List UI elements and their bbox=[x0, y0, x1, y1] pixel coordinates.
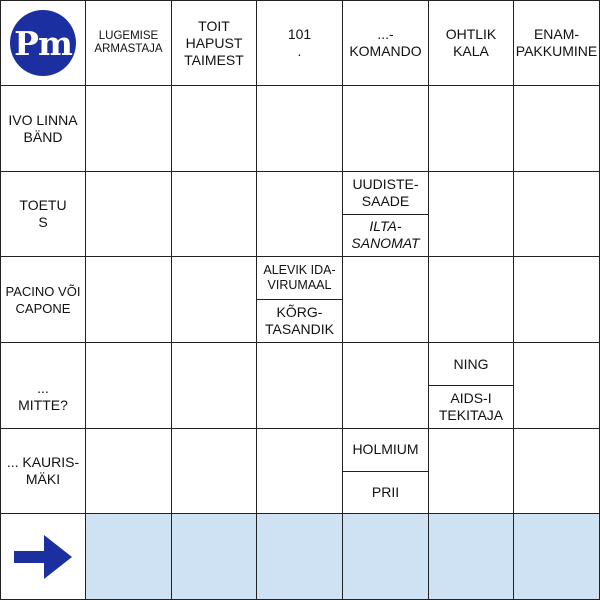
answer-cell[interactable] bbox=[343, 514, 429, 600]
letter-cell[interactable] bbox=[172, 343, 257, 429]
letter-cell[interactable] bbox=[429, 429, 514, 514]
clue-text: ALEVIK IDA- VIRUMAAL bbox=[263, 263, 336, 292]
clue-text: AIDS-I TEKITAJA bbox=[438, 390, 504, 423]
pm-logo: Pm bbox=[10, 10, 76, 76]
clue-cell-komando bbox=[343, 0, 429, 86]
letter-cell[interactable] bbox=[514, 257, 600, 343]
split-clue-cell-ning bbox=[429, 343, 514, 429]
letter-cell[interactable] bbox=[172, 429, 257, 514]
arrow-cell bbox=[0, 514, 86, 600]
arrow-right-icon bbox=[14, 533, 72, 581]
answer-cell[interactable] bbox=[172, 514, 257, 600]
clue-text: PACINO VÕI CAPONE bbox=[5, 283, 81, 316]
clue-text: PRII bbox=[371, 483, 400, 500]
letter-cell[interactable] bbox=[514, 172, 600, 257]
clue-cell-ivo-linna-band bbox=[0, 86, 86, 172]
letter-cell[interactable] bbox=[172, 257, 257, 343]
answer-cell[interactable] bbox=[514, 514, 600, 600]
letter-cell[interactable] bbox=[86, 86, 172, 172]
clue-text: ...- KOMANDO bbox=[349, 26, 422, 59]
clue-cell-toit-hapust-taimest bbox=[172, 0, 257, 86]
letter-cell[interactable] bbox=[343, 257, 429, 343]
clue-text: HOLMIUM bbox=[352, 441, 419, 458]
clue-cell-lugemise-armastaja bbox=[86, 0, 172, 86]
clue-text: TOETU S bbox=[19, 197, 67, 230]
logo-cell bbox=[0, 0, 86, 86]
letter-cell[interactable] bbox=[514, 429, 600, 514]
letter-cell[interactable] bbox=[514, 343, 600, 429]
clue-text: IVO LINNA BÄND bbox=[8, 111, 78, 145]
letter-cell[interactable] bbox=[429, 257, 514, 343]
clue-cell-toetus bbox=[0, 172, 86, 257]
letter-cell[interactable] bbox=[257, 343, 343, 429]
clue-cell-pacino-voi-capone bbox=[0, 257, 86, 343]
letter-cell[interactable] bbox=[343, 343, 429, 429]
clue-cell-enampakkumine bbox=[514, 0, 600, 86]
letter-cell[interactable] bbox=[86, 172, 172, 257]
letter-cell[interactable] bbox=[343, 86, 429, 172]
clue-text: KÕRG- TASANDIK bbox=[265, 304, 334, 337]
answer-cell[interactable] bbox=[257, 514, 343, 600]
clue-cell-mitte bbox=[0, 343, 86, 429]
split-clue-cell-alevik bbox=[257, 257, 343, 343]
letter-cell[interactable] bbox=[86, 343, 172, 429]
letter-cell[interactable] bbox=[86, 257, 172, 343]
letter-cell[interactable] bbox=[257, 172, 343, 257]
answer-cell[interactable] bbox=[86, 514, 172, 600]
clue-cell-ohtlik-kala bbox=[429, 0, 514, 86]
clue-text: ... MITTE? bbox=[18, 379, 68, 413]
clue-text: LUGEMISE ARMASTAJA bbox=[94, 30, 163, 55]
split-clue-cell-holmium bbox=[343, 429, 429, 514]
clue-text: ENAM- PAKKUMINE bbox=[515, 26, 598, 59]
clue-text: UUDISTE- SAADE bbox=[352, 175, 419, 209]
clue-text: ILTA- SANOMAT bbox=[351, 218, 420, 252]
clue-text: TOIT HAPUST TAIMEST bbox=[184, 17, 244, 68]
clue-text: ... KAURIS- MÄKI bbox=[6, 454, 80, 487]
letter-cell[interactable] bbox=[514, 86, 600, 172]
letter-cell[interactable] bbox=[429, 86, 514, 172]
clue-cell-101 bbox=[257, 0, 343, 86]
letter-cell[interactable] bbox=[257, 429, 343, 514]
letter-cell[interactable] bbox=[257, 86, 343, 172]
letter-cell[interactable] bbox=[429, 172, 514, 257]
clue-cell-kaurismaki bbox=[0, 429, 86, 514]
answer-cell[interactable] bbox=[429, 514, 514, 600]
clue-text: 101 . bbox=[287, 26, 312, 59]
letter-cell[interactable] bbox=[172, 86, 257, 172]
clue-text: OHTLIK KALA bbox=[445, 26, 497, 59]
letter-cell[interactable] bbox=[86, 429, 172, 514]
letter-cell[interactable] bbox=[172, 172, 257, 257]
clue-text: NING bbox=[453, 355, 489, 372]
split-clue-cell-uudistesaade bbox=[343, 172, 429, 257]
